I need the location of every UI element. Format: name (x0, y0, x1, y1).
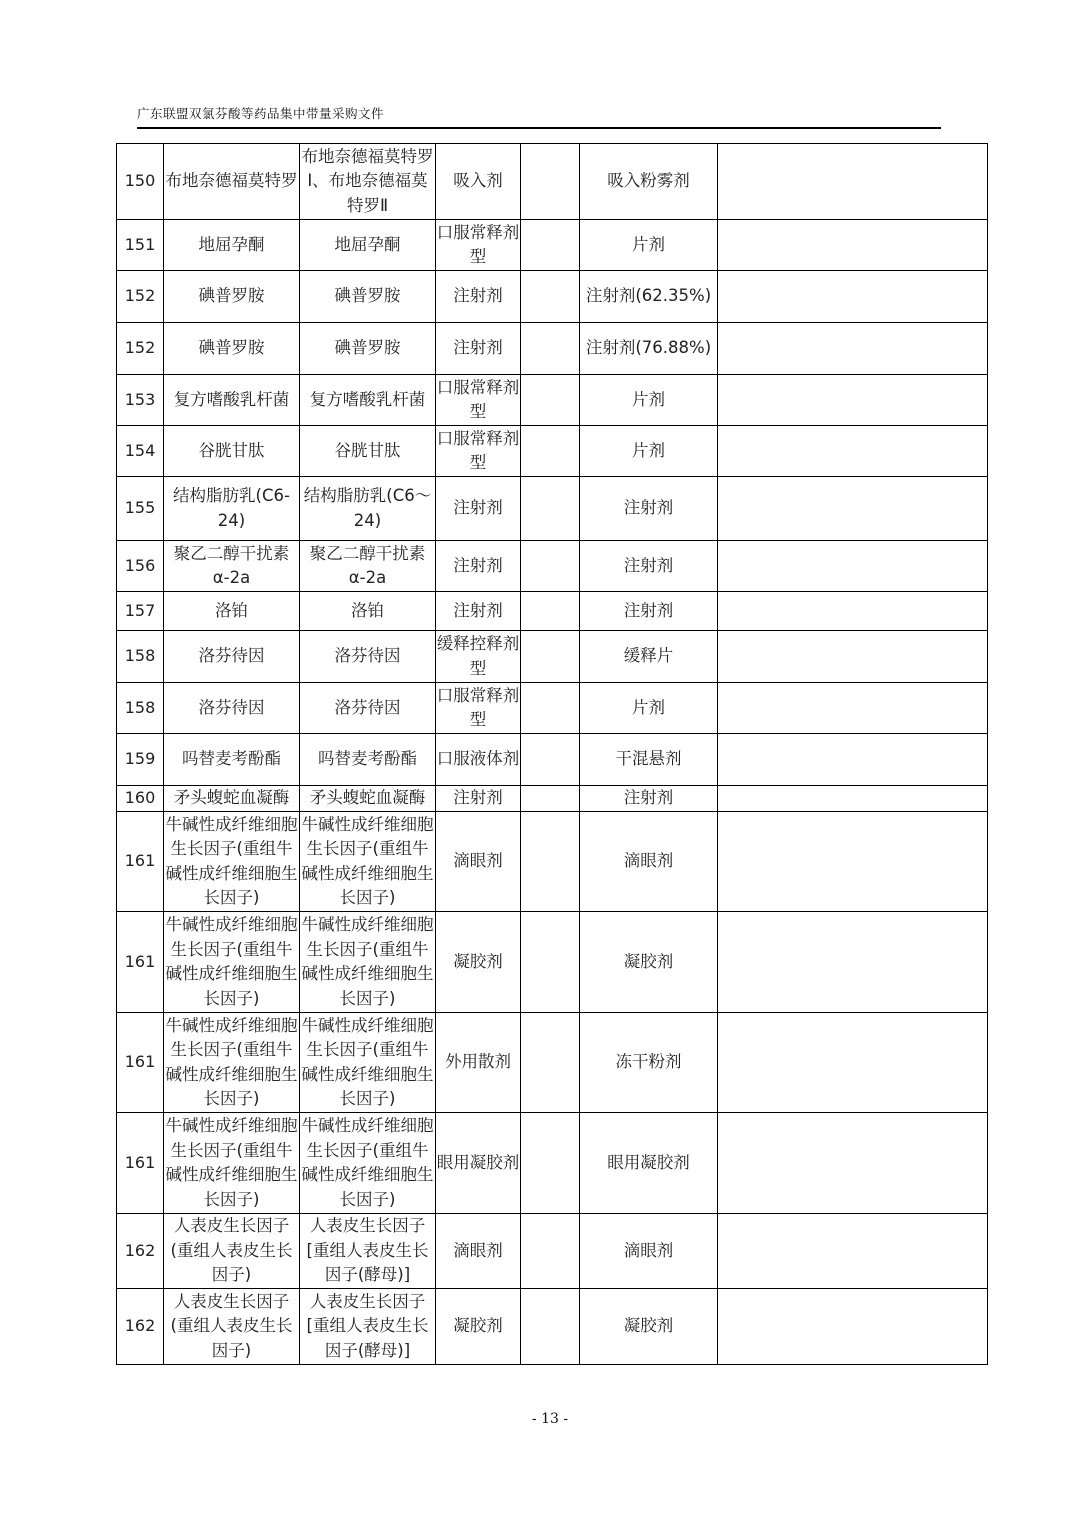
cell-dosage-category: 口服常释剂型 (436, 683, 521, 734)
cell-generic-name: 人表皮生长因子(重组人表皮生长因子) (164, 1289, 300, 1365)
cell-generic-name: 洛芬待因 (164, 631, 300, 683)
cell-dosage-category: 注射剂 (436, 786, 521, 812)
table-row (117, 812, 988, 912)
table-row (117, 271, 988, 323)
table-row (117, 1289, 988, 1365)
cell-remarks (718, 912, 988, 1013)
cell-serial-number: 161 (117, 912, 164, 1013)
cell-generic-name: 矛头蝮蛇血凝酶 (164, 786, 300, 812)
cell-dosage-category: 注射剂 (436, 271, 521, 323)
cell-generic-name: 复方嗜酸乳杆菌 (164, 375, 300, 426)
table-body (117, 144, 988, 1365)
cell-serial-number: 150 (117, 144, 164, 220)
cell-specific-name: 洛芬待因 (300, 631, 436, 683)
cell-blank (521, 323, 580, 375)
cell-specific-name: 地屈孕酮 (300, 220, 436, 271)
cell-serial-number: 158 (117, 683, 164, 734)
cell-blank (521, 541, 580, 592)
cell-blank (521, 683, 580, 734)
cell-dosage-form: 片剂 (580, 375, 718, 426)
cell-dosage-form: 眼用凝胶剂 (580, 1113, 718, 1214)
cell-dosage-category: 缓释控释剂型 (436, 631, 521, 683)
cell-specific-name: 结构脂肪乳(C6～24) (300, 477, 436, 541)
cell-specific-name: 人表皮生长因子[重组人表皮生长因子(酵母)] (300, 1214, 436, 1289)
cell-blank (521, 786, 580, 812)
cell-dosage-category: 注射剂 (436, 592, 521, 631)
cell-blank (521, 1214, 580, 1289)
cell-specific-name: 聚乙二醇干扰素α-2a (300, 541, 436, 592)
cell-remarks (718, 1013, 988, 1113)
table-row (117, 1214, 988, 1289)
cell-generic-name: 聚乙二醇干扰素α-2a (164, 541, 300, 592)
cell-remarks (718, 323, 988, 375)
cell-specific-name: 谷胱甘肽 (300, 426, 436, 477)
cell-specific-name: 牛碱性成纤维细胞生长因子(重组牛碱性成纤维细胞生长因子) (300, 912, 436, 1013)
cell-specific-name: 牛碱性成纤维细胞生长因子(重组牛碱性成纤维细胞生长因子) (300, 1113, 436, 1214)
cell-blank (521, 1113, 580, 1214)
cell-remarks (718, 541, 988, 592)
cell-specific-name: 矛头蝮蛇血凝酶 (300, 786, 436, 812)
cell-generic-name: 吗替麦考酚酯 (164, 734, 300, 786)
cell-dosage-category: 凝胶剂 (436, 912, 521, 1013)
cell-serial-number: 162 (117, 1289, 164, 1365)
cell-generic-name: 洛芬待因 (164, 683, 300, 734)
cell-specific-name: 碘普罗胺 (300, 271, 436, 323)
cell-dosage-category: 外用散剂 (436, 1013, 521, 1113)
cell-specific-name: 布地奈德福莫特罗Ⅰ、布地奈德福莫特罗Ⅱ (300, 144, 436, 220)
document-header-title: 广东联盟双氯芬酸等药品集中带量采购文件 (137, 106, 385, 121)
table-row (117, 426, 988, 477)
cell-serial-number: 155 (117, 477, 164, 541)
header-divider (137, 127, 941, 129)
cell-dosage-form: 滴眼剂 (580, 1214, 718, 1289)
cell-dosage-form: 滴眼剂 (580, 812, 718, 912)
cell-generic-name: 人表皮生长因子(重组人表皮生长因子) (164, 1214, 300, 1289)
cell-remarks (718, 1289, 988, 1365)
cell-blank (521, 734, 580, 786)
cell-remarks (718, 375, 988, 426)
cell-blank (521, 426, 580, 477)
cell-dosage-form: 注射剂 (580, 541, 718, 592)
cell-dosage-form: 干混悬剂 (580, 734, 718, 786)
cell-dosage-form: 片剂 (580, 426, 718, 477)
drug-list-table (116, 143, 988, 1365)
cell-blank (521, 592, 580, 631)
cell-blank (521, 220, 580, 271)
cell-remarks (718, 220, 988, 271)
table-row (117, 1113, 988, 1214)
cell-generic-name: 洛铂 (164, 592, 300, 631)
cell-dosage-category: 凝胶剂 (436, 1289, 521, 1365)
cell-blank (521, 477, 580, 541)
cell-dosage-category: 注射剂 (436, 323, 521, 375)
cell-remarks (718, 734, 988, 786)
table-row (117, 144, 988, 220)
cell-serial-number: 153 (117, 375, 164, 426)
cell-dosage-form: 注射剂(76.88%) (580, 323, 718, 375)
cell-serial-number: 152 (117, 271, 164, 323)
cell-dosage-category: 口服常释剂型 (436, 426, 521, 477)
cell-dosage-category: 吸入剂 (436, 144, 521, 220)
cell-remarks (718, 477, 988, 541)
table-row (117, 477, 988, 541)
cell-serial-number: 152 (117, 323, 164, 375)
table-row (117, 912, 988, 1013)
cell-remarks (718, 592, 988, 631)
cell-blank (521, 271, 580, 323)
cell-specific-name: 人表皮生长因子[重组人表皮生长因子(酵母)] (300, 1289, 436, 1365)
cell-serial-number: 161 (117, 812, 164, 912)
cell-generic-name: 牛碱性成纤维细胞生长因子(重组牛碱性成纤维细胞生长因子) (164, 1013, 300, 1113)
cell-generic-name: 谷胱甘肽 (164, 426, 300, 477)
cell-generic-name: 结构脂肪乳(C6-24) (164, 477, 300, 541)
cell-blank (521, 631, 580, 683)
cell-generic-name: 牛碱性成纤维细胞生长因子(重组牛碱性成纤维细胞生长因子) (164, 912, 300, 1013)
cell-specific-name: 复方嗜酸乳杆菌 (300, 375, 436, 426)
cell-generic-name: 牛碱性成纤维细胞生长因子(重组牛碱性成纤维细胞生长因子) (164, 812, 300, 912)
cell-dosage-form: 片剂 (580, 683, 718, 734)
cell-dosage-category: 滴眼剂 (436, 1214, 521, 1289)
table-row (117, 220, 988, 271)
cell-dosage-category: 眼用凝胶剂 (436, 1113, 521, 1214)
cell-remarks (718, 631, 988, 683)
cell-blank (521, 1013, 580, 1113)
cell-serial-number: 158 (117, 631, 164, 683)
cell-serial-number: 160 (117, 786, 164, 812)
cell-specific-name: 洛铂 (300, 592, 436, 631)
cell-blank (521, 144, 580, 220)
cell-dosage-form: 缓释片 (580, 631, 718, 683)
cell-specific-name: 碘普罗胺 (300, 323, 436, 375)
cell-remarks (718, 1113, 988, 1214)
cell-generic-name: 碘普罗胺 (164, 323, 300, 375)
cell-specific-name: 吗替麦考酚酯 (300, 734, 436, 786)
cell-remarks (718, 426, 988, 477)
cell-generic-name: 牛碱性成纤维细胞生长因子(重组牛碱性成纤维细胞生长因子) (164, 1113, 300, 1214)
cell-serial-number: 154 (117, 426, 164, 477)
cell-specific-name: 牛碱性成纤维细胞生长因子(重组牛碱性成纤维细胞生长因子) (300, 812, 436, 912)
cell-generic-name: 地屈孕酮 (164, 220, 300, 271)
cell-dosage-form: 凝胶剂 (580, 912, 718, 1013)
cell-dosage-category: 口服常释剂型 (436, 220, 521, 271)
cell-dosage-form: 注射剂(62.35%) (580, 271, 718, 323)
table-row (117, 323, 988, 375)
cell-serial-number: 162 (117, 1214, 164, 1289)
cell-blank (521, 812, 580, 912)
table-row (117, 683, 988, 734)
cell-blank (521, 375, 580, 426)
table-row (117, 541, 988, 592)
cell-dosage-form: 吸入粉雾剂 (580, 144, 718, 220)
cell-specific-name: 牛碱性成纤维细胞生长因子(重组牛碱性成纤维细胞生长因子) (300, 1013, 436, 1113)
table-row (117, 786, 988, 812)
cell-generic-name: 碘普罗胺 (164, 271, 300, 323)
cell-remarks (718, 683, 988, 734)
cell-remarks (718, 786, 988, 812)
cell-blank (521, 912, 580, 1013)
cell-serial-number: 157 (117, 592, 164, 631)
cell-generic-name: 布地奈德福莫特罗 (164, 144, 300, 220)
cell-dosage-form: 注射剂 (580, 786, 718, 812)
cell-dosage-category: 注射剂 (436, 541, 521, 592)
page-number: - 13 - (531, 1411, 569, 1427)
cell-serial-number: 159 (117, 734, 164, 786)
cell-specific-name: 洛芬待因 (300, 683, 436, 734)
cell-dosage-form: 冻干粉剂 (580, 1013, 718, 1113)
cell-dosage-category: 口服常释剂型 (436, 375, 521, 426)
table-row (117, 734, 988, 786)
cell-dosage-form: 注射剂 (580, 592, 718, 631)
table-row (117, 631, 988, 683)
cell-dosage-category: 口服液体剂 (436, 734, 521, 786)
cell-serial-number: 161 (117, 1013, 164, 1113)
cell-remarks (718, 1214, 988, 1289)
cell-serial-number: 161 (117, 1113, 164, 1214)
cell-serial-number: 151 (117, 220, 164, 271)
table-row (117, 375, 988, 426)
cell-dosage-form: 注射剂 (580, 477, 718, 541)
cell-blank (521, 1289, 580, 1365)
table-row (117, 592, 988, 631)
cell-serial-number: 156 (117, 541, 164, 592)
cell-remarks (718, 812, 988, 912)
cell-dosage-form: 凝胶剂 (580, 1289, 718, 1365)
cell-dosage-category: 注射剂 (436, 477, 521, 541)
cell-remarks (718, 144, 988, 220)
table-row (117, 1013, 988, 1113)
cell-dosage-category: 滴眼剂 (436, 812, 521, 912)
cell-remarks (718, 271, 988, 323)
cell-dosage-form: 片剂 (580, 220, 718, 271)
